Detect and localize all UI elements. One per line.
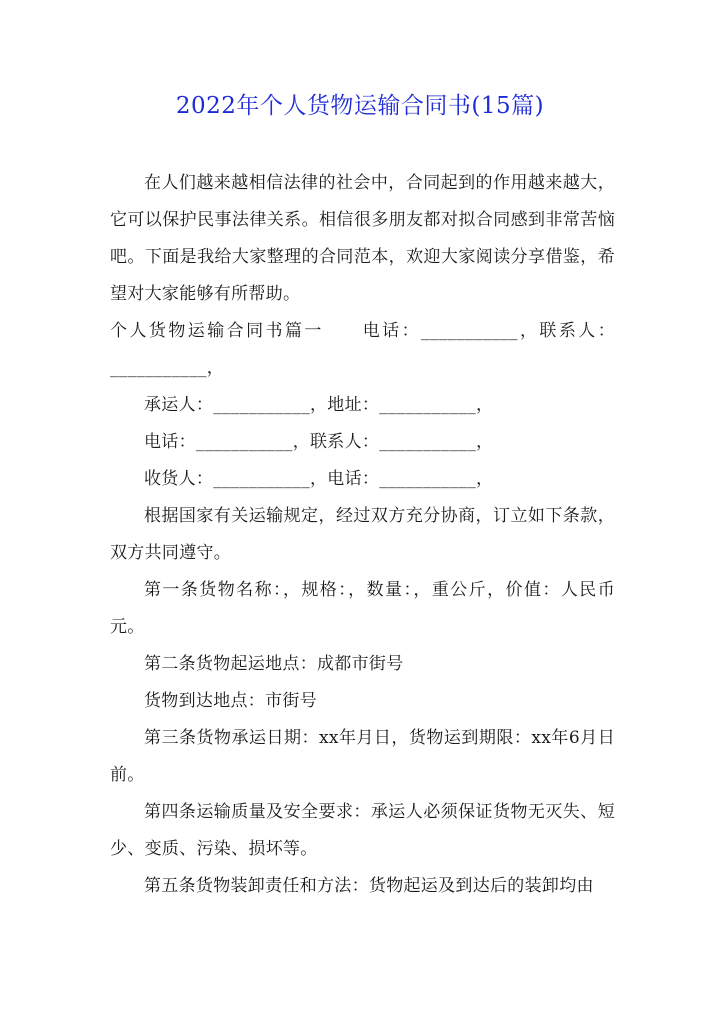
section-heading-line: 个人货物运输合同书篇一 电话：___________，联系人：___________， <box>110 321 615 378</box>
phone-contact-line: 电话：___________，联系人：___________， <box>144 432 494 452</box>
clause-2-destination: 货物到达地点：市街号 <box>144 691 317 711</box>
clause-4: 第四条运输质量及安全要求：承运人必须保证货物无灭失、短少、变质、污染、损坏等。 <box>110 802 615 859</box>
consignee-line: 收货人：___________，电话：___________， <box>144 469 494 489</box>
clause-5: 第五条货物装卸责任和方法：货物起运及到达后的装卸均由 <box>144 876 594 896</box>
clause-1: 第一条货物名称：，规格：，数量：，重公斤，价值：人民币元。 <box>110 580 615 637</box>
document-body <box>110 165 615 905</box>
intro-paragraph: 在人们越来越相信法律的社会中，合同起到的作用越来越大，它可以保护民事法律关系。相信很多朋友都对拟合同感到非常苦恼吧。下面是我给大家整理的合同范本，欢迎大家阅读分享借鉴，希望对大家能够有所帮助。 <box>110 173 615 304</box>
clause-2-origin: 第二条货物起运地点：成都市街号 <box>144 654 404 674</box>
document-title: 2022年个人货物运输合同书(15篇) <box>175 93 545 119</box>
agreement-paragraph: 根据国家有关运输规定，经过双方充分协商，订立如下条款，双方共同遵守。 <box>110 506 615 563</box>
carrier-line: 承运人：___________，地址：___________， <box>144 395 494 415</box>
clause-3: 第三条货物承运日期：xx年月日，货物运到期限：xx年6月日前。 <box>110 728 615 785</box>
